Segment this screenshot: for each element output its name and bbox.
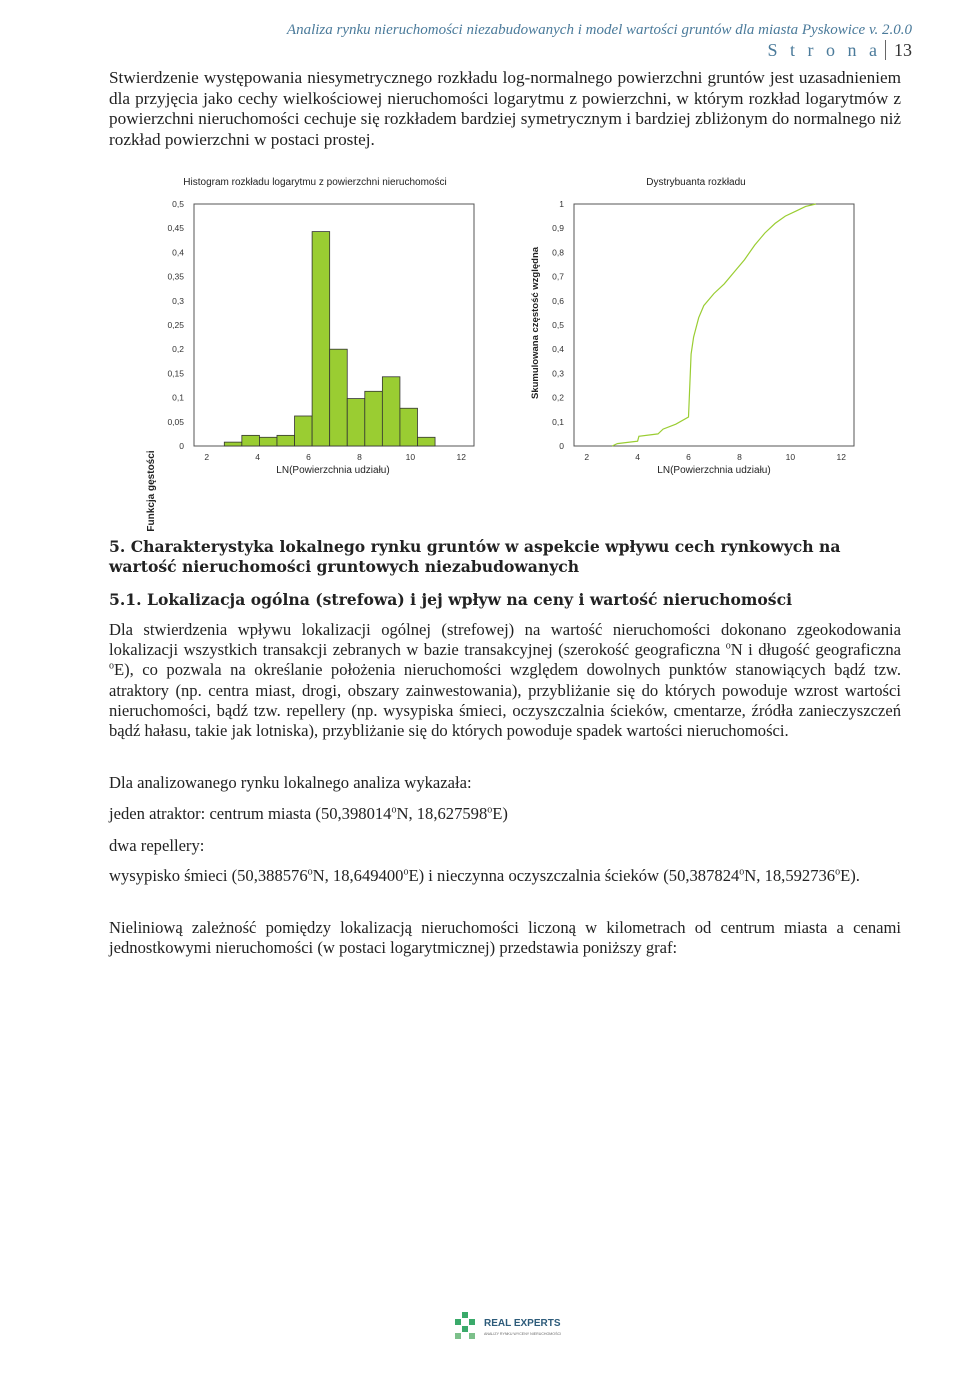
cdf-series-line [612, 204, 816, 446]
histogram-bar [417, 437, 435, 446]
cdf-x-tick-label: 4 [635, 452, 641, 462]
paragraph-atraktor [109, 804, 901, 824]
histogram-bar [277, 435, 295, 446]
histogram-bar [382, 377, 400, 446]
histogram-chart [130, 168, 510, 532]
cdf-plot-area [574, 204, 854, 446]
degree-sign: o [487, 804, 493, 816]
cdf-y-tick-label: 0,7 [552, 271, 564, 282]
cdf-y-tick-label: 0,1 [552, 416, 564, 427]
cdf-y-tick-label: 0,2 [552, 392, 564, 403]
cdf-y-tick-label: 0,3 [552, 368, 564, 379]
histogram-bar [347, 399, 365, 446]
hist-y-tick-label: 0 [179, 441, 184, 451]
cdf-y-axis-label: Skumulowana częstość względna [530, 246, 541, 400]
histogram-bar [400, 408, 418, 446]
paragraph-repellery-list [109, 866, 901, 886]
degree-sign: o [725, 640, 731, 652]
cdf-x-tick-label: 8 [737, 452, 742, 462]
intro-paragraph: Stwierdzenie występowania niesymetrycznego rozkładu log-normalnego powierzchni gruntów jest uzasadnieniem dla przyjęcia jako cechy wielkościowej nieruchomości logarytmu z powierzchni, w którym rozkład logarytmów z powierzchni nieruchomości cechuje się rozkładem bardziej symetrycznym i bardziej zbliżonym do normalnego niż rozkład powierzchni w postaci prostej. [109, 68, 901, 149]
histogram-bar [259, 437, 277, 446]
cdf-svg [520, 168, 880, 490]
section-5-heading: 5. Charakterystyka lokalnego rynku gruntów w aspekcie wpływu cech rynkowych na wartość nieruchomości gruntowych niezabudowanych [109, 537, 841, 576]
degree-sign: o [391, 804, 397, 816]
p3-text-c: E) [492, 804, 508, 823]
cdf-y-tick-label: 0 [559, 441, 564, 451]
hist-x-tick-label: 12 [456, 452, 467, 462]
cdf-y-tick-label: 1 [559, 199, 564, 209]
p1-text-c: E), co pozwala na określanie położenia nieruchomości względem dowolnych punktów stanowiących bądź tzw. atraktory (np. centra miast, drogi, obszary zainwestowania), przybliżanie się do których powoduje wzrost wartości nieruchomości, bądź tzw. repellery (np. wysypiska śmieci, oczyszczalnia ścieków, cmentarze, źródła zanieczyszczeń bądź hałasu, takie jak lotniska), przybliżanie się do których powoduje spadek wartości nieruchomości. [109, 660, 901, 741]
histogram-bar [242, 435, 260, 446]
histogram-bar [312, 232, 330, 446]
p5-text-a: wysypisko śmieci (50,388576 [109, 866, 308, 885]
cdf-y-tick-label: 0,4 [552, 344, 564, 355]
section-5-1-heading: 5.1. Lokalizacja ogólna (strefowa) i jej wpływ na ceny i wartość nieruchomości [109, 590, 792, 609]
cdf-x-tick-label: 12 [836, 452, 847, 462]
hist-y-tick-label: 0,15 [167, 368, 184, 379]
hist-y-tick-label: 0,35 [167, 271, 184, 282]
hist-y-tick-label: 0,5 [172, 199, 184, 209]
p5-text-d: N, 18,592736 [744, 866, 836, 885]
paragraph-repellery: dwa repellery: [109, 836, 205, 855]
degree-sign: o [109, 660, 114, 672]
paragraph-graf: Nieliniową zależność pomiędzy lokalizacją nieruchomości liczoną w kilometrach od centrum miasta a cenami jednostkowymi nieruchomości (w postaci logarytmicznej) przedstawia poniższy graf: [109, 918, 901, 958]
paragraph-analiza: Dla analizowanego rynku lokalnego analiza wykazała: [109, 773, 472, 792]
p1-text-b: N i długość geograficzna [730, 640, 901, 660]
cdf-chart [520, 168, 880, 490]
page-number-label [768, 40, 913, 61]
cdf-y-tick-label: 0,6 [552, 295, 564, 306]
cdf-y-tick-label: 0,9 [552, 223, 564, 234]
cdf-title: Dystrybuanta rozkładu [646, 177, 746, 188]
paragraph-lokalizacja [109, 620, 901, 741]
real-experts-logo [452, 1310, 572, 1342]
p5-text-c: E) i nieczynna oczyszczalnia ścieków (50,387824 [408, 866, 740, 885]
p3-text-a: jeden atraktor: centrum miasta (50,398014 [109, 804, 392, 823]
hist-y-tick-label: 0,05 [167, 416, 184, 427]
logo-brand: REAL EXPERTS [484, 1318, 561, 1329]
cdf-x-axis-label: LN(Powierzchnia udziału) [657, 465, 771, 476]
histogram-bar [224, 442, 242, 446]
hist-y-tick-label: 0,4 [172, 247, 184, 258]
logo-tagline: ANALIZY RYNKU WYCENY NIERUCHOMOŚCI [484, 1332, 562, 1336]
hist-y-tick-label: 0,25 [167, 320, 184, 330]
cdf-x-tick-label: 10 [785, 452, 796, 462]
logo-mark-icon [452, 1310, 572, 1342]
p1-text-a: Dla stwierdzenia wpływu lokalizacji ogólnej (strefowej) na wartość nieruchomości dokonano zgeokodowania lokalizacji wszystkich transakcji zebranych w bazie transakcyjnej (szerokość geograficzna [109, 620, 901, 660]
cdf-x-tick-label: 6 [686, 452, 691, 462]
p5-text-b: N, 18,649400 [312, 866, 404, 885]
histogram-svg [130, 168, 510, 532]
hist-x-tick-label: 6 [306, 452, 311, 462]
hist-y-tick-label: 0,2 [172, 344, 184, 355]
hist-x-tick-label: 2 [204, 452, 210, 462]
degree-sign: o [403, 866, 409, 878]
histogram-bar [330, 349, 348, 446]
hist-y-tick-label: 0,3 [172, 295, 184, 306]
histogram-bar [295, 416, 313, 446]
degree-sign: o [739, 866, 745, 878]
histogram-x-axis-label: LN(Powierzchnia udziału) [276, 465, 390, 476]
cdf-x-tick-label: 2 [584, 452, 590, 462]
hist-x-tick-label: 10 [405, 452, 416, 462]
histogram-y-axis-label: Funkcja gęstości [146, 450, 157, 532]
hist-x-tick-label: 4 [255, 452, 261, 462]
histogram-title: Histogram rozkładu logarytmu z powierzchni nieruchomości [183, 177, 447, 188]
cdf-y-tick-label: 0,5 [552, 320, 564, 330]
page-number: 13 [885, 40, 912, 60]
hist-y-tick-label: 0,1 [172, 392, 184, 403]
hist-x-tick-label: 8 [357, 452, 362, 462]
page-label: S t r o n a [767, 40, 881, 60]
hist-y-tick-label: 0,45 [167, 223, 184, 234]
degree-sign: o [307, 866, 313, 878]
degree-sign: o [835, 866, 841, 878]
cdf-y-tick-label: 0,8 [552, 247, 564, 258]
header-title: Analiza rynku nieruchomości niezabudowanych i model wartości gruntów dla miasta Pyskowice v. 2.0.0 [286, 22, 912, 38]
histogram-bar [365, 391, 383, 446]
p5-text-e: E). [840, 866, 860, 885]
p3-text-b: N, 18,627598 [396, 804, 488, 823]
